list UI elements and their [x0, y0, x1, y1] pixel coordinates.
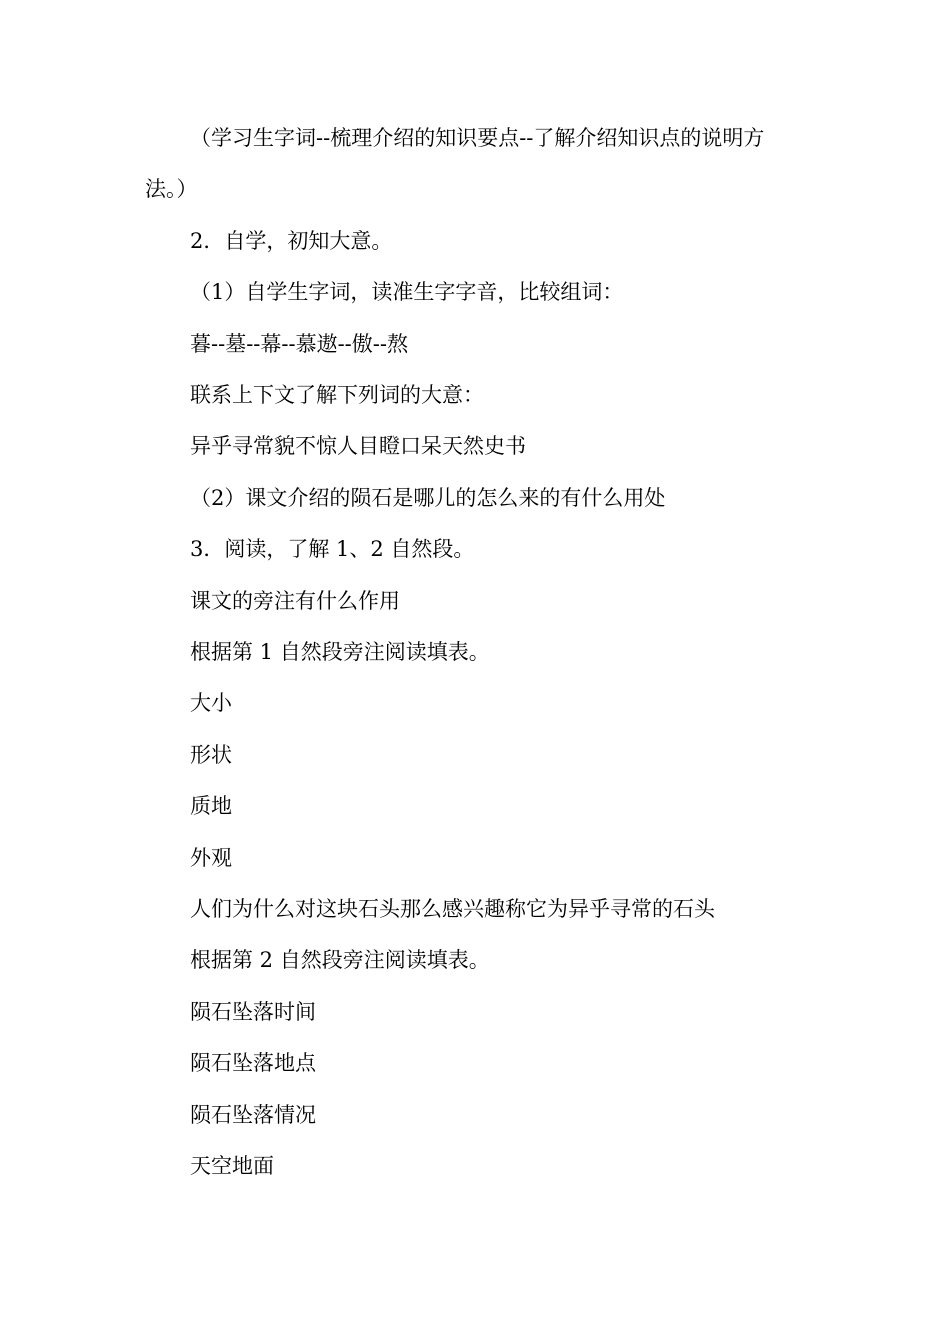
text-line: 陨石坠落时间 [190, 1000, 316, 1024]
text-line: 质地 [190, 794, 232, 818]
text-line: 根据第 1 自然段旁注阅读填表。 [190, 640, 490, 664]
text-line: 形状 [190, 743, 232, 767]
text-line: 陨石坠落情况 [190, 1103, 316, 1127]
text-line: 联系上下文了解下列词的大意： [190, 383, 484, 407]
text-line: 人们为什么对这块石头那么感兴趣称它为异乎寻常的石头 [190, 897, 715, 921]
text-line: （1）自学生字词，读准生字字音，比较组词： [190, 280, 624, 304]
text-line: 陨石坠落地点 [190, 1051, 316, 1075]
text-line: 暮--墓--幕--慕遨--傲--熬 [190, 332, 408, 356]
text-line: 根据第 2 自然段旁注阅读填表。 [190, 948, 490, 972]
text-line: 外观 [190, 846, 232, 870]
text-line: 法。） [145, 177, 198, 201]
text-line: 异乎寻常貌不惊人目瞪口呆天然史书 [190, 434, 526, 458]
text-line: 课文的旁注有什么作用 [190, 589, 400, 613]
text-line: 大小 [190, 691, 232, 715]
text-line: 天空地面 [190, 1154, 274, 1178]
text-line: 2．自学，初知大意。 [190, 229, 393, 253]
text-line: （2）课文介绍的陨石是哪儿的怎么来的有什么用处 [190, 486, 666, 510]
text-line: 3．阅读，了解 1、2 自然段。 [190, 537, 475, 561]
text-line: （学习生字词--梳理介绍的知识要点--了解介绍知识点的说明方 [190, 126, 765, 150]
